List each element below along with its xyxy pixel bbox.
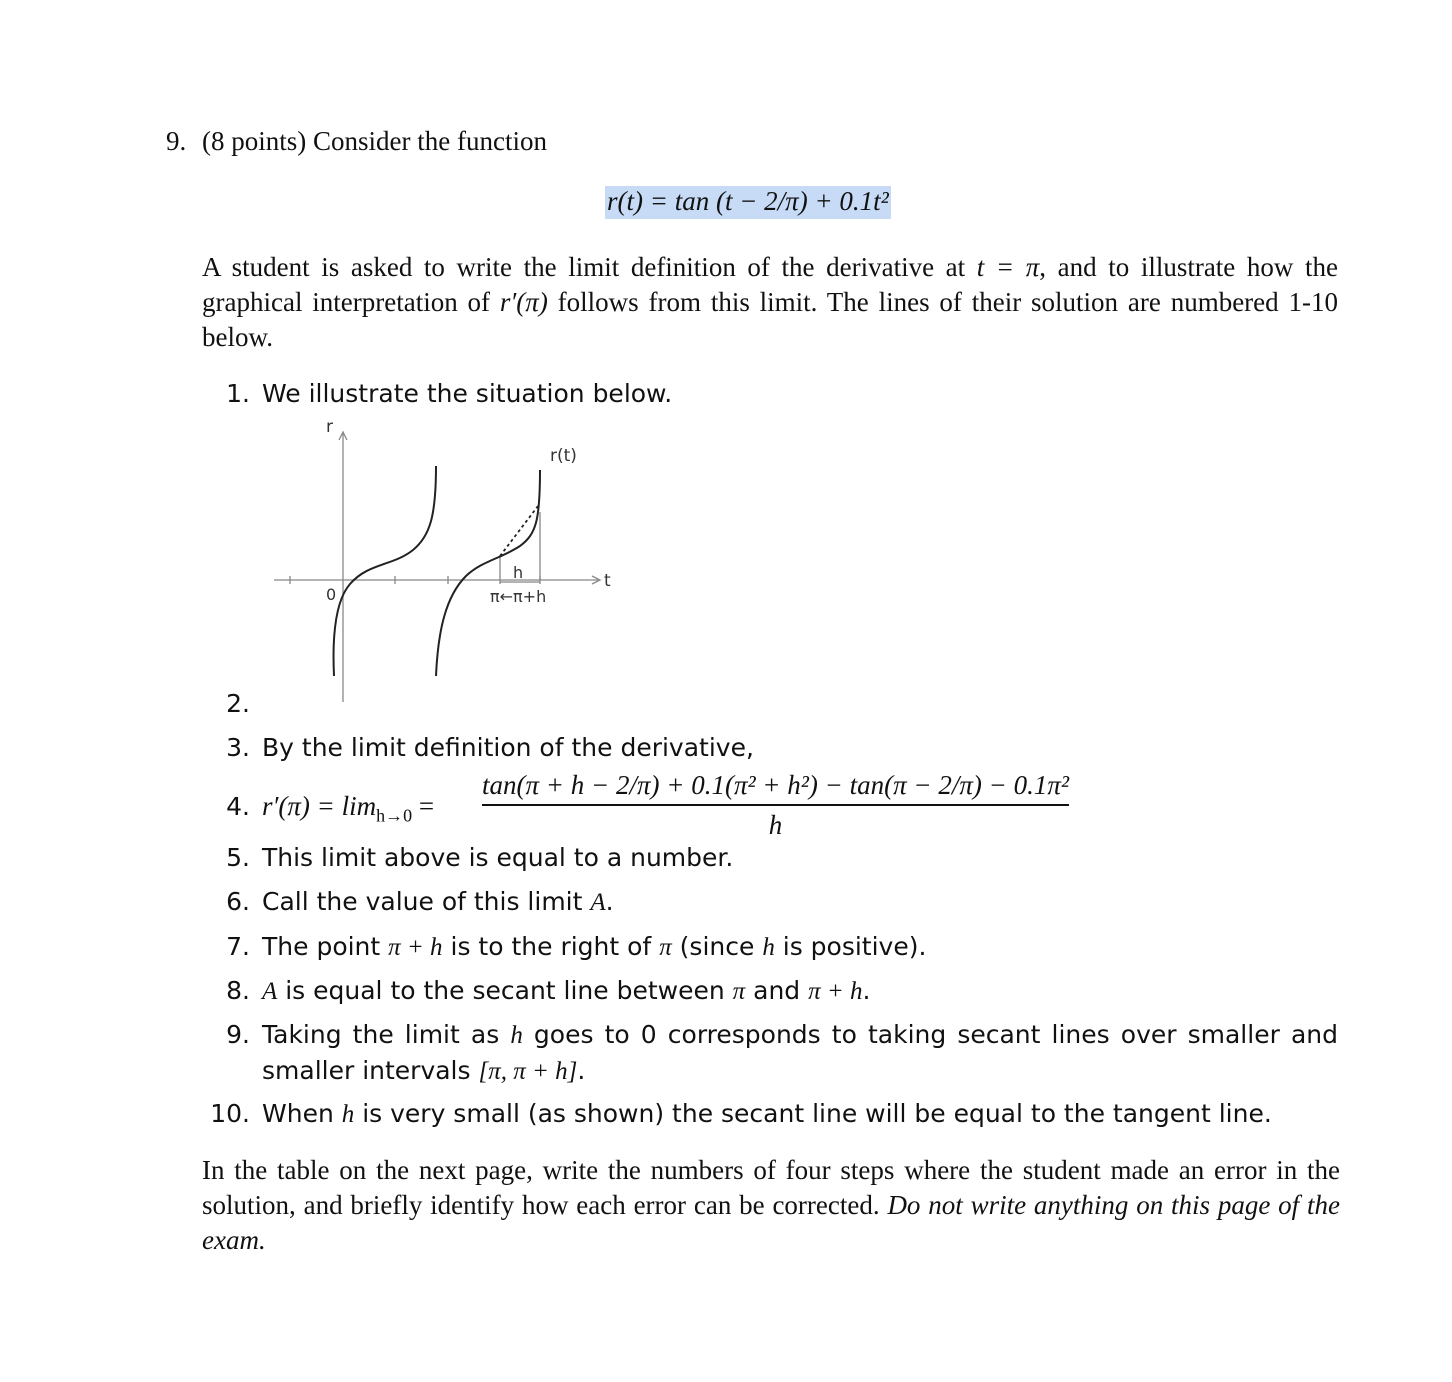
intro-text-2: , and to illustrate how the graphical interpretation of	[202, 252, 1338, 317]
step-number: 3.	[226, 733, 250, 762]
step-text: This limit above is equal to a number.	[262, 843, 734, 872]
t-axis-label: t	[604, 571, 611, 591]
step-number: 1.	[226, 379, 250, 408]
step-text: Call the value of this limit A.	[262, 887, 614, 916]
h-label: h	[513, 563, 524, 582]
function-formula-highlighted[interactable]: r(t) = tan (t − 2/π) + 0.1t²	[605, 186, 891, 219]
fraction-denominator: h	[768, 809, 783, 840]
step-number: 4.	[226, 792, 250, 821]
step-number: 9.	[226, 1020, 250, 1049]
step-number: 6.	[226, 887, 250, 916]
origin-label: 0	[326, 585, 337, 604]
difference-quotient-fraction	[482, 770, 1069, 841]
intro-math-r-prime-pi: r′(π)	[499, 287, 548, 317]
lim-subscript: h→0	[376, 805, 413, 826]
problem-intro	[202, 250, 1338, 355]
question-header	[166, 126, 547, 157]
step-number: 5.	[226, 843, 250, 872]
step-text: Taking the limit as h goes to 0 corresponds to taking secant lines over smaller and smaller intervals [π, π + h].	[262, 1020, 1338, 1085]
step-text: By the limit definition of the derivative,	[262, 733, 754, 762]
closing-italic-note: Do not write anything on this page of the exam.	[202, 1190, 1340, 1255]
curve-branch-2	[436, 470, 540, 676]
question-header-text: (8 points) Consider the function	[202, 126, 547, 156]
closing-text: In the table on the next page, write the numbers of four steps where the student made an error in the solution, and briefly identify how each error can be corrected.	[202, 1155, 1340, 1220]
question-number: 9.	[166, 126, 187, 156]
step-text: The point π + h is to the right of π (since h is positive).	[262, 932, 927, 961]
r-axis-label: r	[326, 418, 333, 437]
curve-branch-1	[334, 466, 436, 676]
step-number: 7.	[226, 932, 250, 961]
closing-instructions	[202, 1153, 1340, 1258]
curve-label: r(t)	[550, 446, 577, 466]
intro-text-1: A student is asked to write the limit definition of the derivative at	[202, 252, 977, 282]
pi-interval-label: π←π+h	[490, 587, 547, 606]
fraction-numerator: tan(π + h − 2/π) + 0.1(π² + h²) − tan(π − 2/π) − 0.1π²	[482, 770, 1069, 800]
intro-text-3: follows from this limit. The lines of their solution are numbered 1-10 below.	[202, 287, 1338, 352]
lhs-text: r′(π) = lim	[262, 791, 377, 821]
fraction-bar	[482, 804, 1069, 806]
step-number: 10.	[210, 1099, 250, 1128]
tangent-graph-figure	[268, 418, 628, 708]
step-text: A is equal to the secant line between π and π + h.	[262, 976, 871, 1005]
equals-sign: =	[412, 791, 435, 821]
intro-math-t-eq-pi: t = π	[976, 252, 1040, 282]
step-number: 2.	[226, 689, 250, 718]
step-text: We illustrate the situation below.	[262, 379, 673, 408]
step-text: When h is very small (as shown) the secant line will be equal to the tangent line.	[262, 1099, 1272, 1128]
step-number: 8.	[226, 976, 250, 1005]
